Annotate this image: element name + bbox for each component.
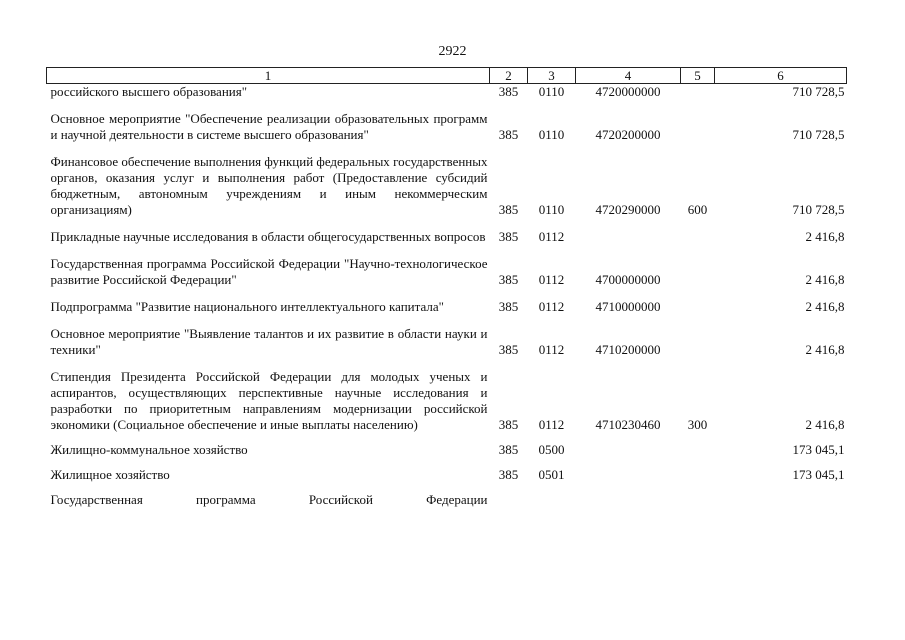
table-row <box>47 245 847 288</box>
row-col-5 <box>681 288 715 315</box>
row-name: Государственная программа Российской Федерации <box>50 492 488 507</box>
row-col-6: 2 416,8 <box>805 417 845 432</box>
row-col-4: 4710000000 <box>595 299 661 314</box>
row-col-3: 0500 <box>538 442 565 457</box>
column-header-1: 1 <box>47 68 490 84</box>
row-col-3: 0112 <box>538 299 565 314</box>
row-name: Основное мероприятие "Обеспечение реализации образовательных программ и научной деятельности в системе высшего образования" <box>50 111 488 142</box>
row-col-4 <box>576 218 681 245</box>
column-header-5: 5 <box>681 68 715 84</box>
row-col-5: 600 <box>687 202 708 217</box>
row-col-2 <box>490 483 528 508</box>
row-col-6: 710 728,5 <box>792 202 845 217</box>
row-col-5 <box>681 218 715 245</box>
row-col-6: 710 728,5 <box>792 84 845 99</box>
row-col-4: 4710200000 <box>595 342 661 357</box>
row-col-2: 385 <box>498 417 519 432</box>
row-col-3: 0110 <box>538 127 565 142</box>
row-col-6: 173 045,1 <box>792 467 845 482</box>
row-col-3: 0110 <box>538 84 565 99</box>
row-name: Основное мероприятие "Выявление талантов и их развитие в области науки и техники" <box>50 326 488 357</box>
row-col-6: 173 045,1 <box>792 442 845 457</box>
row-col-2: 385 <box>498 442 519 457</box>
column-header-3: 3 <box>528 68 576 84</box>
row-col-4 <box>576 458 681 483</box>
row-name: Жилищное хозяйство <box>50 467 170 482</box>
table-row <box>47 358 847 433</box>
row-name: Жилищно-коммунальное хозяйство <box>50 442 248 457</box>
row-col-3: 0110 <box>538 202 565 217</box>
table-row <box>47 143 847 218</box>
row-col-5 <box>681 433 715 458</box>
row-col-6: 710 728,5 <box>792 127 845 142</box>
column-header-6: 6 <box>715 68 847 84</box>
table-row <box>47 483 847 508</box>
table-row <box>47 84 847 101</box>
table-header-row <box>47 68 847 84</box>
column-header-2: 2 <box>490 68 528 84</box>
row-col-3: 0112 <box>538 342 565 357</box>
page-number: 2922 <box>438 44 467 59</box>
row-col-5 <box>681 245 715 288</box>
row-col-2: 385 <box>498 272 519 287</box>
row-col-3: 0501 <box>538 467 565 482</box>
row-col-3: 0112 <box>538 417 565 432</box>
row-col-6: 2 416,8 <box>805 272 845 287</box>
row-col-2: 385 <box>498 229 519 244</box>
row-name: Финансовое обеспечение выполнения функций федеральных государственных органов, оказания услуг и выполнения работ (Предоставление субсидий бюджетным, автономным учреждениям и иным некоммерческим организациям) <box>50 154 488 217</box>
row-name: российского высшего образования" <box>50 84 248 99</box>
row-col-5 <box>681 483 715 508</box>
row-col-2: 385 <box>498 202 519 217</box>
row-col-5 <box>681 315 715 358</box>
row-col-4 <box>576 433 681 458</box>
row-name: Стипендия Президента Российской Федерации для молодых ученых и аспирантов, осуществляющих перспективные научные исследования и разработки по приоритетным направлениям модернизации российской экономики (Социальное обеспечение и иные выплаты населению) <box>50 369 488 432</box>
row-name: Прикладные научные исследования в области общегосударственных вопросов <box>50 229 486 244</box>
row-col-5 <box>681 458 715 483</box>
row-col-3: 0112 <box>538 229 565 244</box>
table-row <box>47 288 847 315</box>
column-header-4: 4 <box>576 68 681 84</box>
row-col-3 <box>528 483 576 508</box>
table-row <box>47 433 847 458</box>
row-col-4: 4720290000 <box>595 202 661 217</box>
row-col-4: 4720000000 <box>595 84 661 99</box>
row-col-2: 385 <box>498 127 519 142</box>
table-row <box>47 315 847 358</box>
budget-table <box>46 67 847 508</box>
row-col-4: 4700000000 <box>595 272 661 287</box>
row-col-4: 4710230460 <box>595 417 661 432</box>
row-col-6 <box>715 483 847 508</box>
row-col-2: 385 <box>498 84 519 99</box>
row-col-2: 385 <box>498 342 519 357</box>
row-name: Подпрограмма "Развитие национального интеллектуального капитала" <box>50 299 444 314</box>
row-name: Государственная программа Российской Федерации "Научно-технологическое развитие Российской Федерации" <box>50 256 488 287</box>
row-col-4 <box>576 483 681 508</box>
row-col-6: 2 416,8 <box>805 229 845 244</box>
row-col-6: 2 416,8 <box>805 299 845 314</box>
row-col-5 <box>681 84 715 101</box>
row-col-5: 300 <box>687 417 708 432</box>
row-col-6: 2 416,8 <box>805 342 845 357</box>
row-col-3: 0112 <box>538 272 565 287</box>
table-row <box>47 218 847 245</box>
table-row <box>47 100 847 143</box>
row-col-2: 385 <box>498 467 519 482</box>
row-col-5 <box>681 100 715 143</box>
table-row <box>47 458 847 483</box>
row-col-2: 385 <box>498 299 519 314</box>
row-col-4: 4720200000 <box>595 127 661 142</box>
